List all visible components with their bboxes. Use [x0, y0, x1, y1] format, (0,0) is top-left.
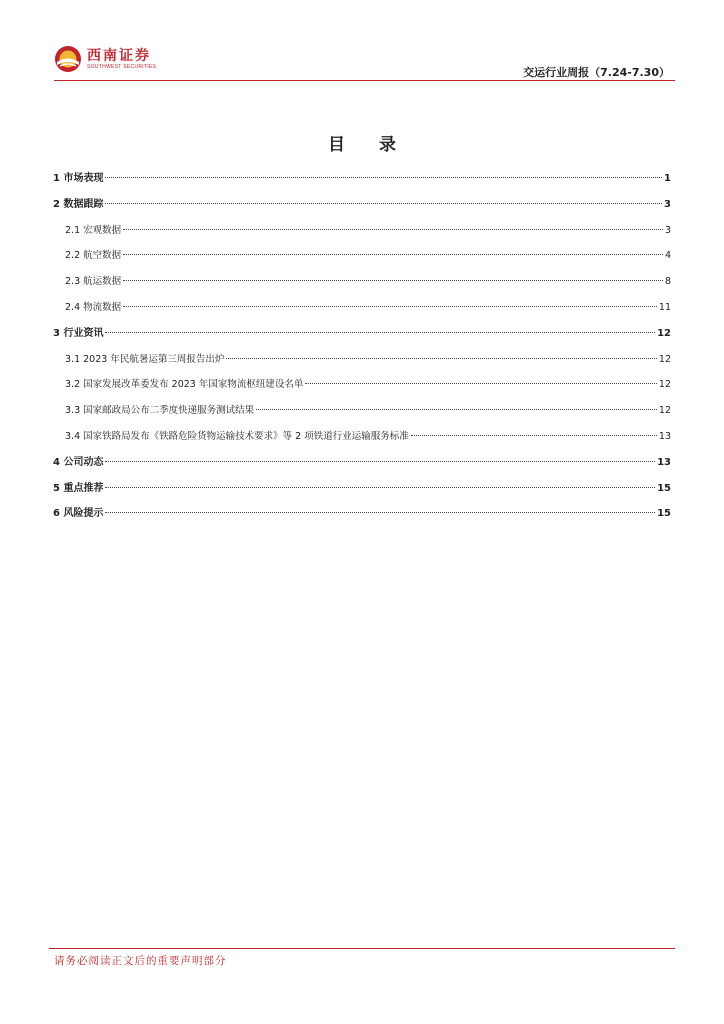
- toc-entry[interactable]: [53, 428, 671, 454]
- toc-entry[interactable]: [53, 170, 671, 196]
- toc-entry-page: 11: [658, 301, 671, 313]
- toc-dot-leader: [123, 306, 657, 307]
- toc-dot-leader: [256, 409, 657, 410]
- toc-entry-page: 13: [658, 430, 671, 442]
- toc-entry-title: 1 市场表现: [53, 173, 104, 184]
- toc-entry-page: 1: [664, 173, 671, 184]
- toc-entry-page: 4: [664, 250, 671, 262]
- toc-dot-leader: [105, 332, 655, 333]
- toc-entry-title: 3.4 国家铁路局发布《铁路危险货物运输技术要求》等 2 项铁道行业运输服务标准: [65, 430, 409, 442]
- toc-dot-leader: [105, 487, 655, 488]
- toc-entry[interactable]: [53, 299, 671, 325]
- toc-entry[interactable]: [53, 402, 671, 428]
- toc-dot-leader: [105, 512, 655, 513]
- company-logo: [54, 44, 156, 74]
- toc-entry[interactable]: [53, 247, 671, 273]
- toc-entry-page: 12: [658, 353, 671, 365]
- footer-divider: [49, 948, 675, 949]
- toc-entry-page: 3: [664, 224, 671, 236]
- toc-entry[interactable]: [53, 325, 671, 351]
- toc-entry[interactable]: [53, 222, 671, 248]
- toc-entry-title: 3 行业资讯: [53, 327, 104, 339]
- toc-entry-page: 3: [664, 198, 671, 210]
- toc-title: 目 录: [328, 135, 410, 155]
- toc-entry-page: 12: [657, 327, 671, 339]
- toc-entry-title: 5 重点推荐: [53, 482, 104, 494]
- toc-dot-leader: [226, 358, 657, 359]
- toc-entry[interactable]: [53, 273, 671, 299]
- toc-dot-leader: [105, 177, 662, 178]
- toc-entry-title: 2 数据跟踪: [53, 198, 104, 210]
- footer-disclaimer: 请务必阅读正文后的重要声明部分: [54, 955, 227, 967]
- toc-entry-page: 8: [664, 276, 671, 288]
- toc-entry-page: 15: [657, 508, 671, 520]
- toc-dot-leader: [305, 383, 657, 384]
- toc-entry-title: 6 风险提示: [53, 508, 104, 520]
- toc-entry-title: 2.3 航运数据: [65, 276, 122, 288]
- toc-entry-title: 3.1 2023 年民航暑运第三周报告出炉: [65, 353, 225, 365]
- toc-entry[interactable]: [53, 505, 671, 531]
- toc-entry-page: 13: [657, 456, 671, 468]
- toc-entry-title: 2.1 宏观数据: [65, 224, 122, 236]
- toc-dot-leader: [123, 254, 663, 255]
- toc-dot-leader: [123, 280, 663, 281]
- toc-entry[interactable]: [53, 351, 671, 377]
- toc-dot-leader: [123, 229, 663, 230]
- toc-entry-page: 15: [657, 482, 671, 494]
- toc-dot-leader: [105, 461, 655, 462]
- logo-name-cn: 西南证券: [87, 47, 151, 64]
- toc-entry-title: 4 公司动态: [53, 456, 104, 468]
- logo-name-en: SOUTHWEST SECURITIES: [87, 63, 157, 70]
- toc-entry-title: 2.2 航空数据: [65, 250, 122, 262]
- toc-entry-title: 3.2 国家发展改革委发布 2023 年国家物流枢纽建设名单: [65, 379, 304, 391]
- toc-entry-page: 12: [658, 379, 671, 391]
- report-header-title: 交运行业周报（7.24-7.30）: [523, 66, 670, 79]
- sun-logo-icon: [54, 45, 82, 73]
- toc-dot-leader: [105, 203, 662, 204]
- toc-dot-leader: [411, 435, 657, 436]
- header-divider: [54, 80, 675, 81]
- toc-entry[interactable]: [53, 454, 671, 480]
- toc-entry-title: 3.3 国家邮政局公布二季度快递服务测试结果: [65, 405, 255, 417]
- toc-entry[interactable]: [53, 376, 671, 402]
- toc-entry-page: 12: [658, 405, 671, 417]
- toc-entry-title: 2.4 物流数据: [65, 301, 122, 313]
- toc-entry[interactable]: [53, 196, 671, 222]
- toc-entry[interactable]: [53, 480, 671, 506]
- table-of-contents: [53, 170, 671, 531]
